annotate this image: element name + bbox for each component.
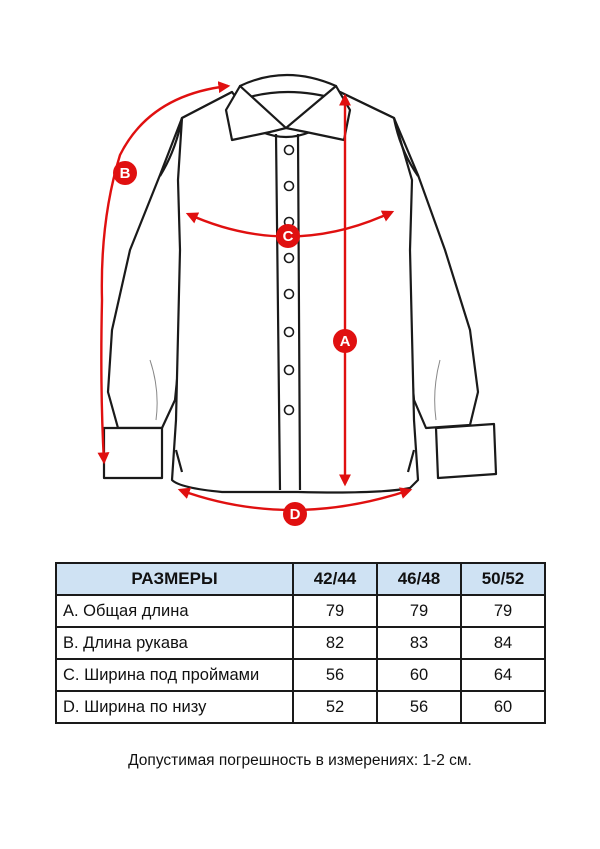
right-cuff bbox=[436, 424, 496, 478]
cell-value: 84 bbox=[461, 627, 545, 659]
table-row bbox=[56, 627, 545, 659]
cell-value: 56 bbox=[377, 691, 461, 723]
svg-text:B: B bbox=[119, 165, 131, 182]
cell-value: 79 bbox=[293, 595, 377, 627]
table-row bbox=[56, 691, 545, 723]
row-label: B. Длина рукава bbox=[56, 627, 293, 659]
header-size-50-52: 50/52 bbox=[461, 563, 545, 595]
label-d bbox=[283, 502, 307, 526]
cell-value: 60 bbox=[461, 691, 545, 723]
left-cuff bbox=[104, 428, 162, 478]
cell-value: 64 bbox=[461, 659, 545, 691]
cell-value: 83 bbox=[377, 627, 461, 659]
body bbox=[172, 92, 418, 493]
row-label: A. Общая длина bbox=[56, 595, 293, 627]
cell-value: 60 bbox=[377, 659, 461, 691]
size-table bbox=[55, 562, 546, 724]
cell-value: 79 bbox=[377, 595, 461, 627]
label-a bbox=[333, 329, 357, 353]
header-size-42-44: 42/44 bbox=[293, 563, 377, 595]
svg-text:A: A bbox=[339, 333, 351, 350]
table-row bbox=[56, 659, 545, 691]
svg-text:C: C bbox=[282, 228, 294, 245]
row-label: D. Ширина по низу bbox=[56, 691, 293, 723]
header-size-46-48: 46/48 bbox=[377, 563, 461, 595]
table-row bbox=[56, 595, 545, 627]
table-header-row bbox=[56, 563, 545, 595]
tolerance-note: Допустимая погрешность в измерениях: 1-2 см. bbox=[128, 752, 472, 769]
label-c bbox=[276, 224, 300, 248]
svg-text:D: D bbox=[289, 506, 301, 523]
cell-value: 56 bbox=[293, 659, 377, 691]
cell-value: 79 bbox=[461, 595, 545, 627]
label-b bbox=[113, 161, 137, 185]
cell-value: 82 bbox=[293, 627, 377, 659]
shirt-outline bbox=[104, 75, 496, 493]
cell-value: 52 bbox=[293, 691, 377, 723]
header-sizes: РАЗМЕРЫ bbox=[56, 563, 293, 595]
row-label: C. Ширина под проймами bbox=[56, 659, 293, 691]
